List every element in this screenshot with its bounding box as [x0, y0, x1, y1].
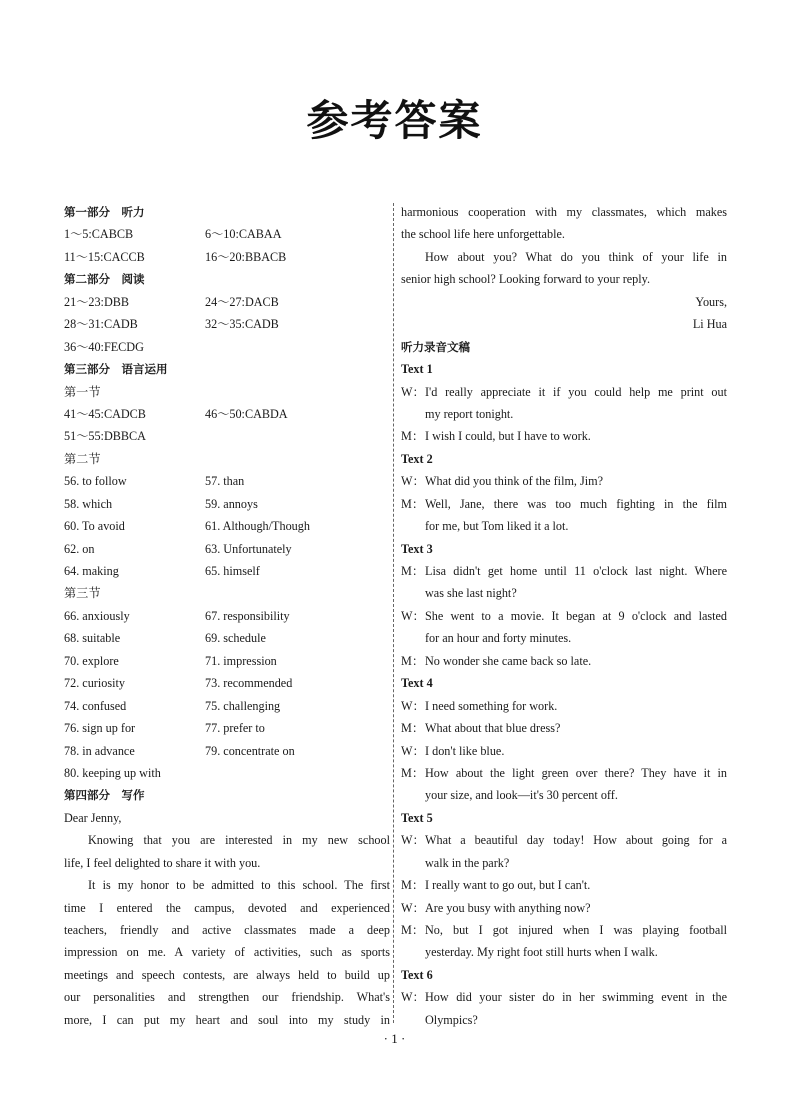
answer-row: [64, 560, 390, 582]
letter-line: It is my honor to be admitted to this school. The first: [88, 878, 390, 893]
answer-16-20: 16～20:BBACB: [205, 249, 287, 264]
section3-label: 第三节: [64, 586, 101, 601]
answer-28-31: 28～31:CADB: [64, 317, 138, 332]
answer-item: 68. suitable: [64, 631, 121, 646]
answer-46-50: 46～50:CABDA: [205, 406, 288, 421]
answer-item: 74. confused: [64, 698, 127, 713]
letter-line: How about you? What do you think of your life in: [425, 249, 727, 264]
section1-label: 第一节: [64, 384, 101, 399]
dialogue-text: Are you busy with anything now?: [425, 900, 591, 915]
text-heading: Text 1: [401, 362, 433, 377]
answer-item: 65. himself: [205, 564, 260, 578]
answer-row: [64, 493, 390, 515]
section2-label: 第二节: [64, 451, 101, 466]
dialogue-line: [401, 381, 727, 403]
dialogue-continuation: for an hour and forty minutes.: [425, 631, 572, 646]
speaker-label: M：: [401, 653, 425, 668]
letter-line: senior high school? Looking forward to your reply.: [401, 272, 650, 287]
dialogue-line: [401, 919, 727, 941]
answer-item: 64. making: [64, 564, 119, 578]
answer-item: 66. anxiously: [64, 608, 130, 623]
dialogue-line: [401, 717, 727, 739]
answer-41-45: 41～45:CADCB: [64, 406, 146, 421]
answer-36-40: 36～40:FECDG: [64, 339, 144, 354]
answer-row: [64, 717, 390, 739]
answer-51-55: 51～55:DBBCA: [64, 429, 146, 444]
dialogue-line: [401, 605, 727, 627]
dialogue-text: How about the light green over there? They have it in: [425, 765, 727, 780]
dialogue-text: Lisa didn't get home until 11 o'clock last night. Where: [425, 564, 727, 578]
answer-item: 67. responsibility: [205, 608, 290, 623]
letter-line: life, I feel delighted to share it with you.: [64, 855, 261, 870]
letter-greeting: Dear Jenny,: [64, 810, 122, 825]
speaker-label: W：: [401, 900, 425, 915]
text-heading: Text 6: [401, 967, 433, 982]
speaker-label: M：: [401, 923, 425, 937]
part3-heading: 第三部分 语言运用: [64, 362, 168, 377]
page-number: · 1 ·: [383, 1031, 406, 1046]
answer-item: 76. sign up for: [64, 721, 136, 736]
page-title: 参考答案: [306, 96, 483, 145]
speaker-label: M：: [401, 564, 425, 578]
answer-24-27: 24～27:DACB: [205, 294, 279, 309]
dialogue-line: [401, 986, 727, 1008]
dialogue-line: [401, 493, 727, 515]
answer-item: 56. to follow: [64, 474, 127, 489]
answer-row: [64, 605, 390, 627]
dialogue-continuation: for me, but Tom liked it a lot.: [425, 519, 569, 534]
dialogue-text: I need something for work.: [425, 698, 558, 713]
answer-item: 63. Unfortunately: [205, 541, 292, 556]
speaker-label: M：: [401, 878, 425, 893]
dialogue-line: [401, 650, 727, 672]
answer-item: 79. concentrate on: [205, 743, 295, 758]
answer-row: [64, 538, 390, 560]
letter-line: meetings and speech contests, are always held to build up: [64, 967, 390, 982]
dialogue-text: No wonder she came back so late.: [425, 653, 592, 668]
dialogue-text: How did your sister do in her swimming event in the: [425, 990, 727, 1005]
dialogue-line: [401, 762, 727, 784]
speaker-label: W：: [401, 743, 425, 758]
dialogue-text: She went to a movie. It began at 9 o'clock and lasted: [425, 608, 727, 623]
letter-line: impression on me. A variety of activities, such as sports: [64, 945, 390, 960]
dialogue-text: I wish I could, but I have to work.: [425, 429, 591, 444]
answer-row: [64, 672, 390, 694]
answer-item: 61. Although/Though: [205, 519, 310, 534]
dialogue-line: [401, 425, 727, 447]
speaker-label: W：: [401, 384, 425, 399]
answer-row: [64, 695, 390, 717]
dialogue-line: [401, 695, 727, 717]
speaker-label: M：: [401, 765, 425, 780]
answer-item: 60. To avoid: [64, 519, 125, 534]
speaker-label: W：: [401, 474, 425, 489]
dialogue-text: I really want to go out, but I can't.: [425, 878, 591, 893]
dialogue-continuation: yesterday. My right foot still hurts when I walk.: [425, 945, 658, 960]
answer-item: 72. curiosity: [64, 676, 125, 691]
letter-line: the school life here unforgettable.: [401, 227, 565, 242]
dialogue-text: I'd really appreciate it if you could help me print out: [425, 384, 727, 399]
answer-item: 57. than: [205, 474, 245, 489]
dialogue-line: [401, 740, 727, 762]
answer-80: 80. keeping up with: [64, 765, 161, 780]
speaker-label: W：: [401, 608, 425, 623]
letter-line: our personalities and strengthen our friendship. What's: [64, 990, 390, 1005]
letter-closing: Yours,: [695, 294, 727, 309]
dialogue-line: [401, 470, 727, 492]
right-column: [401, 201, 727, 1031]
answer-row: [64, 470, 390, 492]
dialogue-continuation: was she last night?: [425, 586, 517, 601]
answer-row: [64, 740, 390, 762]
speaker-label: W：: [401, 990, 425, 1005]
speaker-label: M：: [401, 429, 425, 444]
text-heading: Text 5: [401, 810, 433, 825]
answer-row: [64, 403, 390, 425]
dialogue-line: [401, 874, 727, 896]
left-column: [64, 201, 390, 1031]
dialogue-text: What about that blue dress?: [425, 721, 561, 736]
dialogue-text: What a beautiful day today! How about going for a: [425, 833, 727, 848]
dialogue-continuation: your size, and look—it's 30 percent off.: [425, 788, 618, 803]
answer-item: 77. prefer to: [205, 721, 265, 736]
dialogue-continuation: walk in the park?: [425, 855, 510, 870]
answer-21-23: 21～23:DBB: [64, 294, 130, 309]
dialogue-text: What did you think of the film, Jim?: [425, 474, 604, 489]
dialogue-text: I don't like blue.: [425, 743, 505, 758]
dialogue-line: [401, 560, 727, 582]
speaker-label: M：: [401, 721, 425, 736]
speaker-label: M：: [401, 496, 425, 511]
letter-signature: Li Hua: [692, 317, 727, 332]
answer-row: [64, 313, 390, 335]
letter-line: time I entered the campus, devoted and experienced: [64, 900, 390, 915]
text-heading: Text 3: [401, 541, 433, 556]
letter-line: harmonious cooperation with my classmates, which makes: [401, 205, 727, 219]
answer-row: [64, 246, 390, 268]
dialogue-text: Well, Jane, there was too much fighting in the film: [425, 496, 727, 511]
answer-32-35: 32～35:CADB: [205, 317, 279, 332]
letter-line: teachers, friendly and active classmates made a deep: [64, 923, 390, 937]
answer-item: 78. in advance: [64, 743, 135, 758]
answer-item: 58. which: [64, 496, 113, 511]
answer-1-5: 1～5:CABCB: [64, 227, 134, 242]
speaker-label: W：: [401, 698, 425, 713]
answer-row: [64, 291, 390, 313]
answer-11-15: 11～15:CACCB: [64, 249, 145, 264]
letter-line: more, I can put my heart and soul into my study in: [64, 1012, 390, 1027]
answer-item: 73. recommended: [205, 676, 293, 691]
dialogue-continuation: my report tonight.: [425, 406, 514, 421]
answer-item: 75. challenging: [205, 698, 281, 713]
answer-item: 70. explore: [64, 653, 119, 668]
part4-heading: 第四部分 写作: [64, 788, 145, 803]
answer-row: [64, 650, 390, 672]
speaker-label: W：: [401, 833, 425, 848]
part1-heading: 第一部分 听力: [64, 205, 145, 219]
answer-row: [64, 223, 390, 245]
part2-heading: 第二部分 阅读: [64, 272, 145, 287]
text-heading: Text 2: [401, 451, 433, 466]
answer-row: [64, 515, 390, 537]
answer-item: 62. on: [64, 541, 95, 556]
text-heading: Text 4: [401, 676, 433, 691]
answer-6-10: 6～10:CABAA: [205, 227, 282, 242]
dialogue-continuation: Olympics?: [425, 1012, 478, 1027]
dialogue-text: No, but I got injured when I was playing football: [425, 923, 727, 937]
transcript-heading: 听力录音文稿: [401, 339, 470, 354]
column-divider: [393, 203, 394, 1023]
dialogue-line: [401, 897, 727, 919]
answer-item: 59. annoys: [205, 496, 258, 511]
dialogue-line: [401, 829, 727, 851]
answer-item: 71. impression: [205, 653, 277, 668]
answer-item: 69. schedule: [205, 631, 266, 646]
letter-line: Knowing that you are interested in my new school: [88, 833, 390, 848]
answer-row: [64, 627, 390, 649]
